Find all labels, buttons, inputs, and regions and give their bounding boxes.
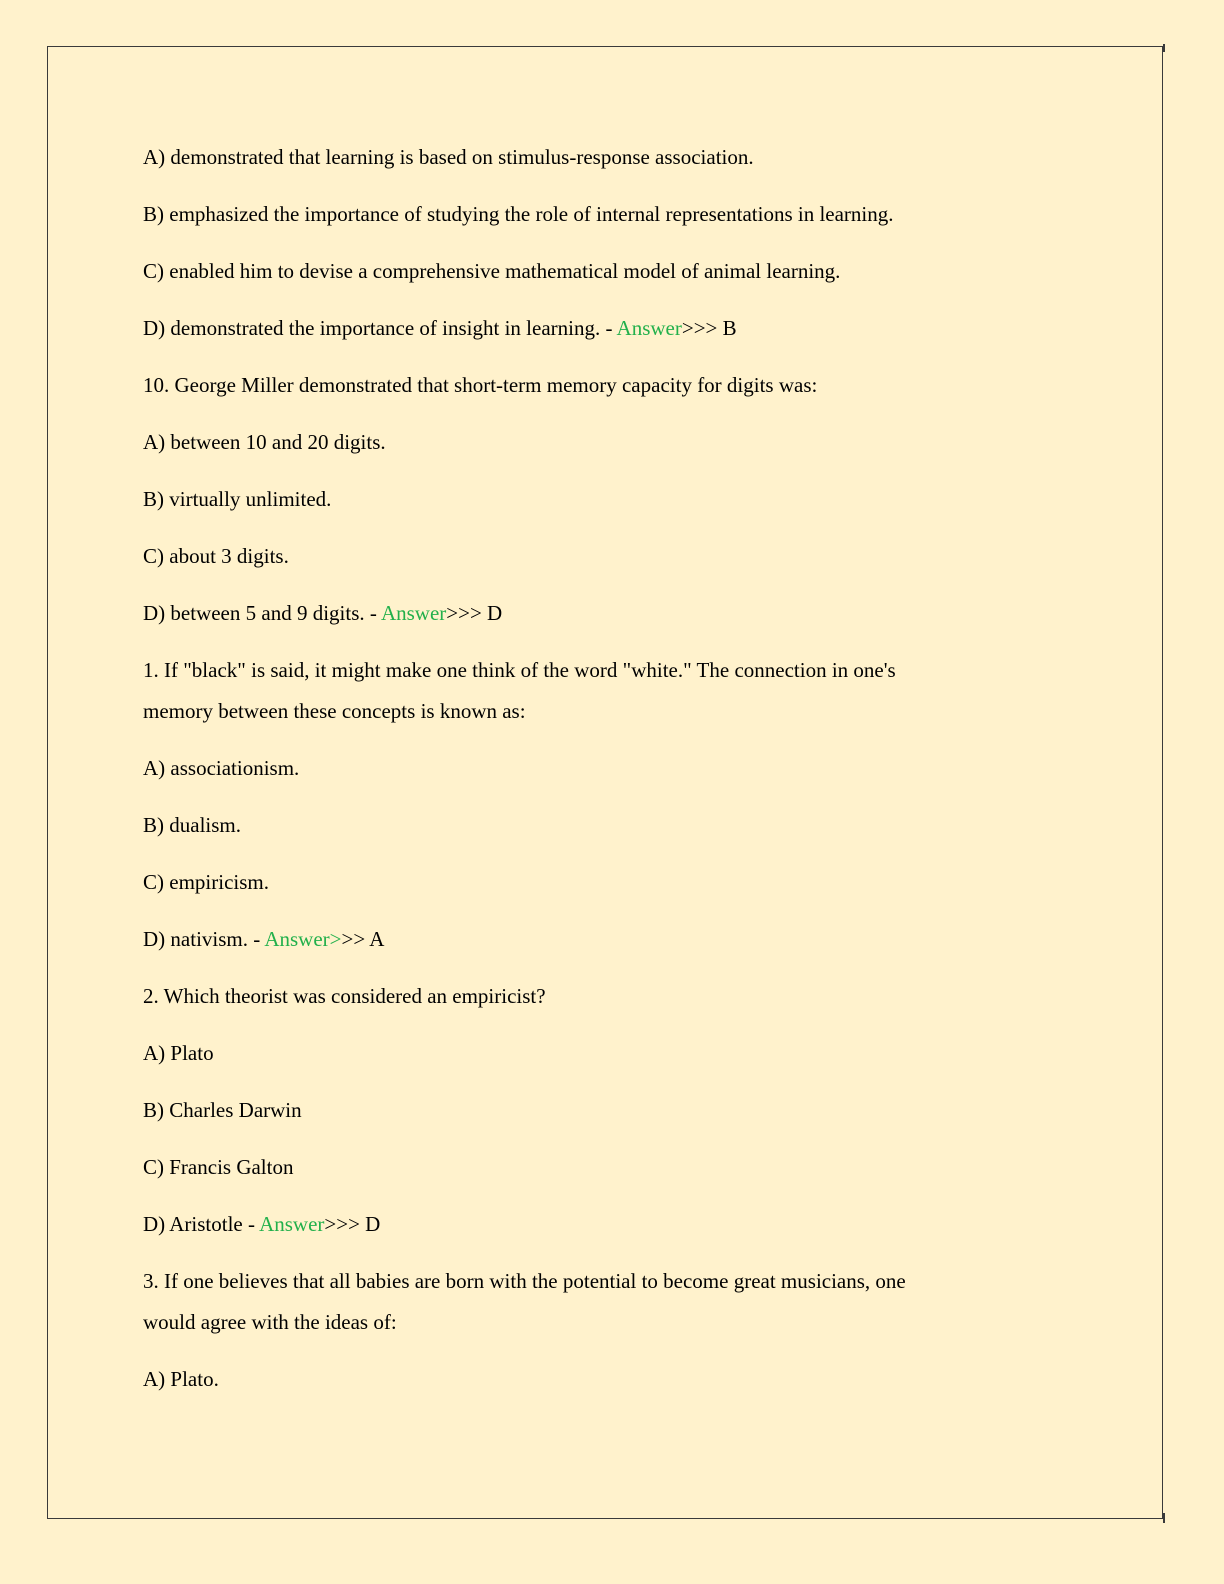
option-b: B) Charles Darwin — [143, 1098, 302, 1122]
question-2: 2. Which theorist was considered an empiricist? — [143, 984, 546, 1008]
option-c: C) empiricism. — [143, 870, 269, 894]
question-10: 10. George Miller demonstrated that short-term memory capacity for digits was: — [143, 373, 818, 397]
option-c: C) enabled him to devise a comprehensive mathematical model of animal learning. — [143, 259, 841, 283]
option-a: A) Plato — [143, 1041, 214, 1065]
question-3-line-2: would agree with the ideas of: — [143, 1310, 397, 1334]
option-b: B) dualism. — [143, 813, 241, 837]
answer-label: Answer — [259, 1212, 325, 1236]
question-1-line-2: memory between these concepts is known as: — [143, 699, 526, 723]
answer-value: >>> B — [681, 316, 737, 340]
answer-label: Answer> — [264, 927, 342, 951]
option-text: D) between 5 and 9 digits. - — [143, 601, 381, 625]
option-text: D) demonstrated the importance of insight in learning. - — [143, 316, 617, 340]
quiz-content — [143, 143, 1023, 1394]
border-corner-mark — [1163, 44, 1165, 52]
option-d-with-answer — [143, 599, 1023, 628]
option-a: A) Plato. — [143, 1367, 219, 1391]
answer-label: Answer — [380, 601, 447, 625]
border-corner-mark — [1163, 1513, 1165, 1523]
option-a: A) associationism. — [143, 756, 300, 780]
answer-value: >> A — [341, 927, 385, 951]
option-b: B) emphasized the importance of studying the role of internal representations in learning. — [143, 202, 894, 226]
option-text: D) nativism. - — [143, 927, 265, 951]
question-3-line-1: 3. If one believes that all babies are born with the potential to become great musicians, one — [143, 1269, 906, 1293]
answer-label: Answer — [616, 316, 682, 340]
answer-value: >>> D — [446, 601, 503, 625]
option-d-with-answer — [143, 925, 1023, 954]
option-c: C) Francis Galton — [143, 1155, 294, 1179]
option-text: D) Aristotle - — [143, 1212, 260, 1236]
option-a: A) demonstrated that learning is based on stimulus-response association. — [143, 145, 754, 169]
option-c: C) about 3 digits. — [143, 544, 289, 568]
option-d-with-answer — [143, 314, 1023, 343]
question-1-line-1: 1. If "black" is said, it might make one think of the word "white." The connection in one's — [143, 658, 896, 682]
answer-value: >>> D — [324, 1212, 381, 1236]
option-b: B) virtually unlimited. — [143, 487, 332, 511]
option-a: A) between 10 and 20 digits. — [143, 430, 386, 454]
option-d-with-answer — [143, 1210, 1023, 1239]
